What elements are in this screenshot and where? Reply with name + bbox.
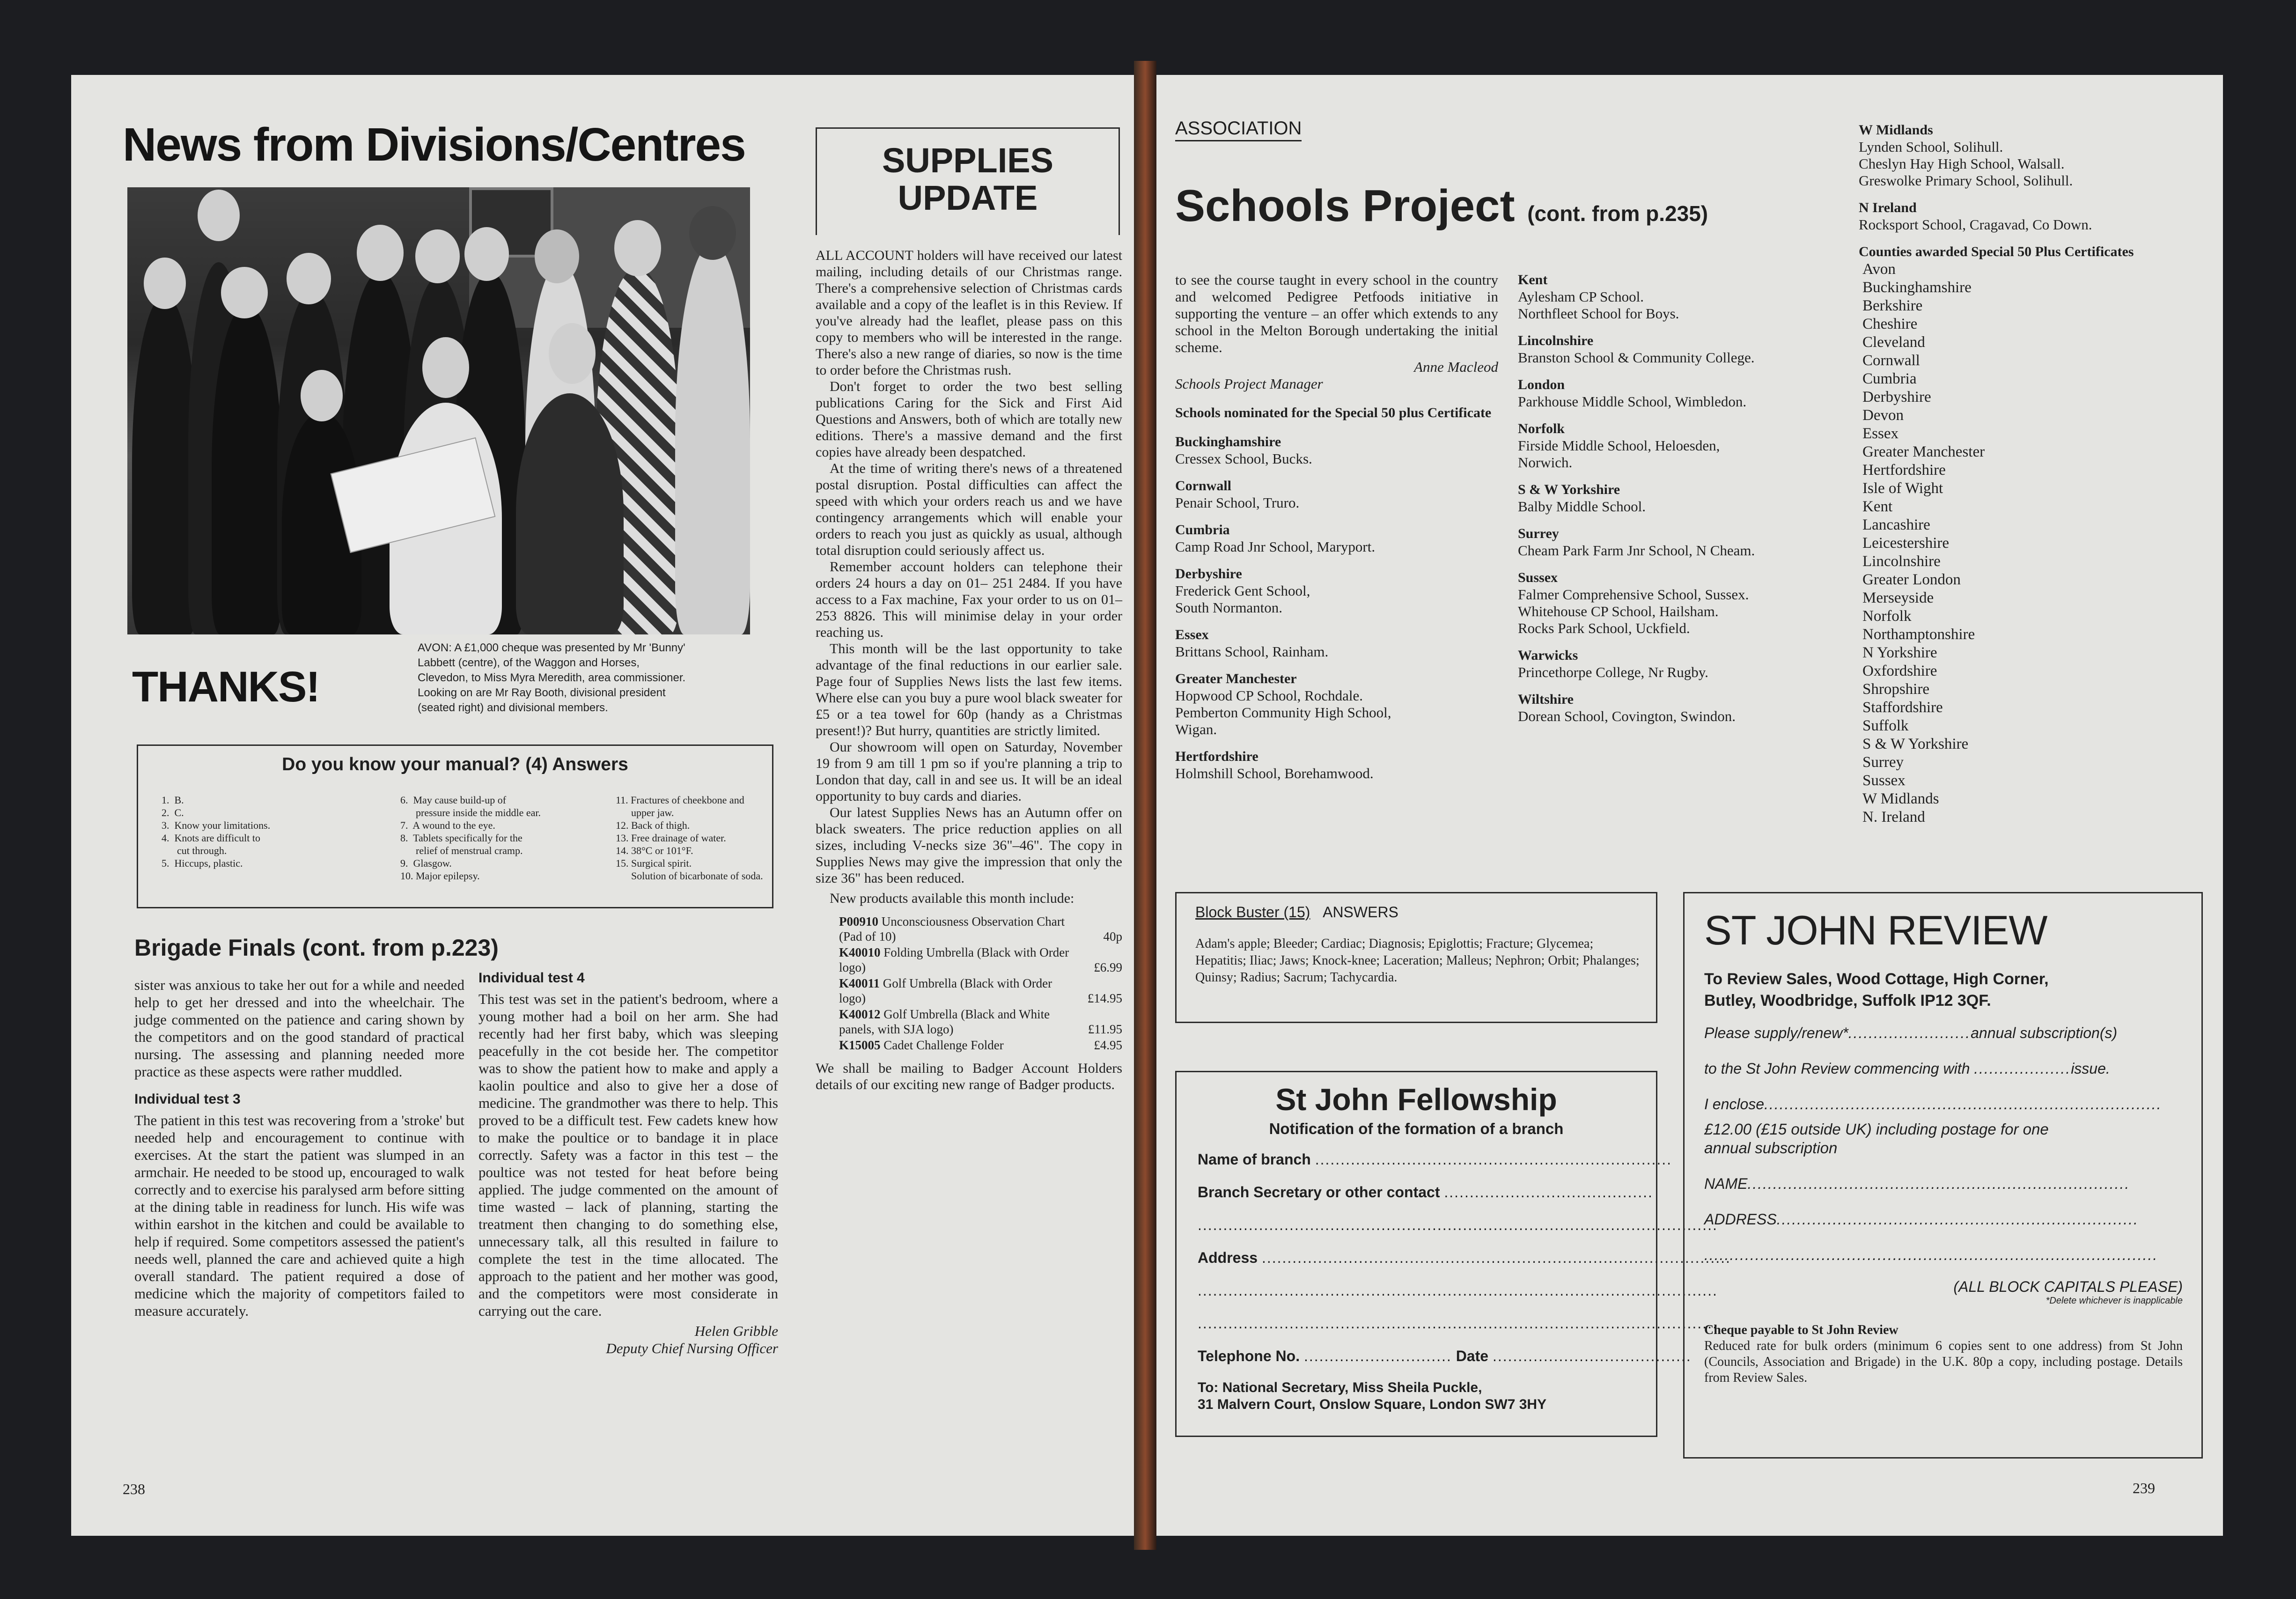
supplies-closing: We shall be mailing to Badger Account Holders details of our exciting new range of Badger products.: [816, 1061, 1122, 1092]
product-item: K40011 Golf Umbrella (Black with Order logo) £14.95: [839, 976, 1122, 1005]
county-item: Shropshire: [1862, 681, 1929, 698]
region-entry: [1518, 647, 1855, 681]
school-name: Greswolke Primary School, Solihull.: [1859, 172, 2073, 189]
region-entry: [1518, 525, 1855, 559]
county-item: Isle of Wight: [1862, 480, 1943, 497]
supplies-body: [816, 247, 1122, 1093]
county-list: [1862, 260, 2196, 826]
caption-line: Labbett (centre), of the Waggon and Horses,: [418, 656, 640, 669]
branch-secretary-field[interactable]: Branch Secretary or other contact .........................................: [1198, 1184, 1653, 1201]
page-number-right: 239: [2133, 1480, 2155, 1496]
region-name: Wiltshire: [1518, 692, 1574, 707]
school-name: Wigan.: [1175, 721, 1217, 737]
region-name: Warwicks: [1518, 648, 1578, 663]
delete-note: *Delete whichever is inapplicable: [2046, 1296, 2183, 1306]
region-entry: [1175, 671, 1498, 738]
region-name: Derbyshire: [1175, 566, 1242, 582]
quiz-answers-col1: 1. B. 2. C. 3. Know your limitations. 4. Knots are difficult to cut through. 5. Hiccups, plastic.: [162, 794, 271, 869]
block-buster-answers: Adam's apple; Bleeder; Cardiac; Diagnosis; Epiglottis; Fracture; Glycemea; Hepatitis; Iliac; Jaws; Knock-knee; Laceration; Malleus; Nephron; Orbit; Phalanges; Quinsy; Radius; Sacrum; Tachycardia.: [1195, 936, 1640, 985]
caption-line: (seated right) and divisional members.: [418, 701, 608, 714]
quiz-answers-col2: 6. May cause build-up of pressure inside the middle ear. 7. A wound to the eye. 8. Tablets specifically for the relief of menstrual cramp. 9. Glasgow. 10. Major epilepsy.: [400, 794, 541, 882]
county-item: Kent: [1862, 498, 1893, 515]
county-item: Cheshire: [1862, 316, 1918, 332]
school-name: Cheslyn Hay High School, Walsall.: [1859, 155, 2065, 172]
address-blank-line[interactable]: .........................................................................................: [1704, 1246, 2158, 1263]
school-name: Camp Road Jnr School, Maryport.: [1175, 538, 1376, 555]
county-item: Surrey: [1862, 754, 1904, 771]
fellowship-to-line2: 31 Malvern Court, Onslow Square, London SW7 3HY: [1198, 1397, 1547, 1412]
county-item: Berkshire: [1862, 297, 1923, 314]
block-buster-header: [1195, 904, 1398, 921]
county-item: Northamptonshire: [1862, 626, 1975, 643]
fellowship-title: St John Fellowship: [1275, 1082, 1557, 1117]
region-name: London: [1518, 377, 1565, 392]
region-entry: [1518, 691, 1855, 725]
county-item: Derbyshire: [1862, 389, 1931, 405]
block-buster-box: [1175, 892, 1657, 1023]
commencing-field[interactable]: to the St John Review commencing with ...................issue.: [1704, 1060, 2110, 1077]
address-field[interactable]: Address ............................................................................................: [1198, 1249, 1731, 1266]
county-item: N Yorkshire: [1862, 644, 1937, 661]
supplies-para: New products available this month include:: [830, 891, 1074, 906]
school-name: Frederick Gent School,: [1175, 582, 1310, 599]
schools-signoff-name: Anne Macleod: [1414, 359, 1498, 375]
region-entry: [1175, 748, 1498, 782]
left-page: [71, 75, 1134, 1536]
photo-caption: [418, 641, 755, 715]
school-name: Whitehouse CP School, Hailsham.: [1518, 603, 1719, 619]
county-item: Cleveland: [1862, 334, 1925, 351]
region-name: Surrey: [1518, 526, 1559, 541]
region-name: Hertfordshire: [1175, 749, 1258, 764]
brigade-col2: [478, 969, 778, 1357]
secretary-blank-line[interactable]: ......................................................................................................: [1198, 1216, 1718, 1233]
region-name: S & W Yorkshire: [1518, 482, 1620, 497]
region-entry: [1518, 481, 1855, 515]
school-name: Cressex School, Bucks.: [1175, 450, 1312, 467]
county-item: N. Ireland: [1862, 809, 1925, 825]
region-name: Essex: [1175, 627, 1209, 642]
region-name: Sussex: [1518, 570, 1558, 585]
school-name: Pemberton Community High School,: [1175, 704, 1391, 721]
county-item: Avon: [1862, 261, 1896, 278]
nominated-heading: Schools nominated for the Special 50 plus Certificate: [1175, 405, 1492, 420]
title-cont: (cont. from p.235): [1527, 201, 1708, 226]
school-name: Falmer Comprehensive School, Sussex.: [1518, 586, 1749, 603]
school-name: Northfleet School for Boys.: [1518, 305, 1679, 322]
county-item: Hertfordshire: [1862, 462, 1946, 479]
fellowship-to-line1: To: National Secretary, Miss Sheila Puckle,: [1198, 1380, 1482, 1395]
col2-region-list: [1518, 272, 1855, 725]
supplies-title-box: [816, 127, 1120, 235]
county-item: Sussex: [1862, 772, 1906, 789]
caption-line: Clevedon, to Miss Myra Meredith, area commissioner.: [418, 671, 686, 684]
school-name: Rocksport School, Cragavad, Co Down.: [1859, 216, 2092, 233]
school-name: Penair School, Truro.: [1175, 494, 1300, 511]
supply-renew-field[interactable]: Please supply/renew*........................annual subscription(s): [1704, 1024, 2118, 1041]
review-form: [1683, 892, 2203, 1459]
caps-note: (ALL BLOCK CAPITALS PLEASE): [1953, 1278, 2183, 1295]
school-name: Rocks Park School, Uckfield.: [1518, 620, 1690, 636]
cheque-heading: Cheque payable to St John Review: [1704, 1323, 1899, 1337]
schools-project-title: Schools Project (cont. from p.235): [1175, 181, 1708, 231]
school-name: Norwich.: [1518, 454, 1573, 471]
region-name: Greater Manchester: [1175, 671, 1297, 686]
page-number-left: 238: [123, 1481, 145, 1497]
school-name: Dorean School, Covington, Swindon.: [1518, 708, 1736, 724]
county-item: Greater London: [1862, 571, 1961, 588]
county-item: Merseyside: [1862, 589, 1934, 606]
school-name: Brittans School, Rainham.: [1175, 643, 1329, 660]
county-item: Essex: [1862, 425, 1899, 442]
fellowship-form: [1175, 1071, 1731, 1437]
brigade-signoff-name: Helen Gribble: [694, 1323, 778, 1339]
schools-intro: to see the course taught in every school in the country and welcomed Pedigree Petfoods initiative in supporting the venture – an offer which extends to any school in the Melton Borough undertaking the initial scheme.: [1175, 272, 1498, 355]
schools-col2: [1518, 272, 1855, 735]
county-item: Suffolk: [1862, 717, 1909, 734]
address-field[interactable]: ADDRESS.......................................................................: [1704, 1211, 2139, 1228]
region-entry: [1175, 478, 1498, 511]
region-entry: [1859, 122, 2196, 189]
section-label: ASSOCIATION: [1175, 118, 1302, 141]
supplies-para: Our showroom will open on Saturday, November 19 from 9 am till 1 pm so if you're planning a trip to London that day, call in and see us. It will be an ideal opportunity to buy cards and diaries.: [816, 739, 1122, 804]
region-entry: [1518, 376, 1855, 410]
book-spine: [1134, 61, 1156, 1550]
right-page: [1156, 75, 2223, 1536]
review-title: ST JOHN REVIEW: [1704, 907, 2047, 953]
branch-name-field[interactable]: Name of branch ......................................................................: [1198, 1151, 1672, 1168]
test3-heading: Individual test 3: [134, 1091, 241, 1107]
county-item: Norfolk: [1862, 608, 1912, 625]
thanks-heading: THANKS!: [132, 663, 319, 711]
county-item: Lincolnshire: [1862, 553, 1941, 570]
school-name: Hopwood CP School, Rochdale.: [1175, 687, 1363, 704]
region-entry: [1175, 522, 1498, 555]
review-address-line2: Butley, Woodbridge, Suffolk IP12 3QF.: [1704, 992, 1991, 1010]
school-name: Cheam Park Farm Jnr School, N Cheam.: [1518, 542, 1755, 559]
school-name: Aylesham CP School.: [1518, 288, 1644, 305]
supplies-para: At the time of writing there's news of a threatened postal disruption. Postal difficulties can affect the speed with which your orders reach us and we have contingency arrangements which will enable your orders to reach you just as quickly as usual, although total disruption could seriously affect us.: [816, 461, 1122, 558]
county-item: Cornwall: [1862, 352, 1920, 369]
county-item: Buckinghamshire: [1862, 279, 1972, 296]
county-item: Lancashire: [1862, 516, 1930, 533]
supplies-para: Our latest Supplies News has an Autumn offer on black sweaters. The price reduction applies on all sizes, including V-necks size 36"–46". The copy in Supplies News may give the impression that only the size 36" has been reduced.: [816, 805, 1122, 886]
supplies-title-line1: SUPPLIES: [882, 141, 1053, 180]
region-name: Buckinghamshire: [1175, 434, 1281, 449]
product-item: P00910 Unconsciousness Observation Chart (Pad of 10) 40p: [839, 914, 1122, 943]
supplies-title-line2: UPDATE: [898, 178, 1038, 217]
county-item: Cumbria: [1862, 370, 1917, 387]
name-field[interactable]: NAME...........................................................................: [1704, 1175, 2130, 1192]
supplies-para: This month will be the last opportunity to take advantage of the final reductions in our earlier sale. Page four of Supplies News lists the last few items. Where else can you buy a pure wool black sweater for £5 or a tea towel for 60p (handy as a Christmas present!)? But hurry, quantities are strictly limited.: [816, 641, 1122, 738]
products-list: [839, 914, 1122, 1053]
region-entry: [1175, 434, 1498, 467]
brigade-col1: [134, 976, 464, 1319]
test4-heading: Individual test 4: [478, 970, 585, 986]
school-name: Princethorpe College, Nr Rugby.: [1518, 664, 1708, 680]
manual-quiz-title: Do you know your manual? (4) Answers: [282, 754, 628, 774]
price-line1: £12.00 (£15 outside UK) including postage for one: [1704, 1120, 2049, 1138]
region-name: Norfolk: [1518, 421, 1565, 436]
supplies-para: ALL ACCOUNT holders will have received our latest mailing, including details of our Christmas range. There's a comprehensive selection of Christmas cards available and a copy of the leaflet is in this Review. If you've already had the leaflet, please pass on this copy to members who will be interested in the range. There's also a new range of diaries, so now is the time to order before the Christmas rush.: [816, 248, 1122, 378]
county-item: Oxfordshire: [1862, 663, 1937, 679]
school-name: Holmshill School, Borehamwood.: [1175, 765, 1374, 781]
quiz-answers-col3: 11. Fractures of cheekbone and upper jaw. 12. Back of thigh. 13. Free drainage of water. 14. 38°C or 101°F. 15. Surgical spirit. Solution of bicarbonate of soda.: [616, 794, 763, 882]
brigade-signoff-title: Deputy Chief Nursing Officer: [606, 1340, 778, 1356]
telephone-date-field[interactable]: Telephone No. ............................. Date .......................................: [1198, 1348, 1692, 1364]
brigade-para: sister was anxious to take her out for a while and needed help to get her dressed and into the wheelchair. The judge commented on the patience and caring shown by the competitors and on the good standard of practical nursing. The assessing and planning needed more practice as these aspects were rather muddled.: [134, 977, 464, 1080]
region-entry: [1518, 420, 1855, 471]
review-address-line1: To Review Sales, Wood Cottage, High Corner,: [1704, 970, 2049, 988]
block-buster-answers-label: ANSWERS: [1323, 904, 1398, 921]
product-item: K40010 Folding Umbrella (Black with Order logo) £6.99: [839, 945, 1122, 974]
school-name: Lynden School, Solihull.: [1859, 139, 2003, 155]
cheque-text: Reduced rate for bulk orders (minimum 6 copies sent to one address) from St John (Councils, Association and Brigade) in the U.K. 80p a copy, including postage. Details from Review Sales.: [1704, 1339, 2183, 1385]
county-item: S & W Yorkshire: [1862, 736, 1969, 752]
masthead: News from Divisions/Centres: [123, 118, 745, 171]
region-entry: [1518, 569, 1855, 637]
address-blank-line-1[interactable]: ......................................................................................................: [1198, 1282, 1718, 1299]
county-item: Leicestershire: [1862, 535, 1950, 552]
address-blank-line-2[interactable]: ......................................................................................................: [1198, 1315, 1718, 1332]
enclose-field[interactable]: I enclose..............................................................................: [1704, 1096, 2162, 1113]
product-item: K40012 Golf Umbrella (Black and White panels, with SJA logo) £11.95: [839, 1007, 1122, 1036]
caption-line: Looking on are Mr Ray Booth, divisional president: [418, 686, 666, 699]
region-name: Cornwall: [1175, 478, 1231, 494]
county-item: Staffordshire: [1862, 699, 1943, 716]
supplies-para: Remember account holders can telephone their orders 24 hours a day on 01– 251 2484. If you have access to a Fax machine, Fax your order to us on 01–253 8826. This will minimise delay in your order reaching us.: [816, 559, 1122, 640]
region-entry: [1175, 626, 1498, 660]
county-item: Greater Manchester: [1862, 443, 1985, 460]
school-name: Branston School & Community College.: [1518, 349, 1755, 366]
test4-body: This test was set in the patient's bedroom, where a young mother had a boil on her arm. She had recently had her first baby, which was sleeping peacefully in the cot beside her. The competitor was to show the patient how to make and apply a kaolin poultice and also to give her a dose of medicine. The grandmother was there to help. This proved to be a difficult test. Few cadets knew how to make the poultice or to bandage it in place correctly. Safety was a factor in this test – the poultice was not tested for heat before being applied. The judge commented on the amount of time wasted – lack of planning, starting the treatment then changing to do something else, unnecessary talk, all this resulted in failure to complete the test in the time allocated. The approach to the patient and her mother was good, and the competitors were most considerate in carrying out the care.: [478, 991, 778, 1319]
brigade-finals-title: Brigade Finals (cont. from p.223): [134, 935, 499, 961]
col1-region-list: [1175, 434, 1498, 782]
fellowship-subtitle: Notification of the formation of a branch: [1269, 1120, 1564, 1137]
region-entry: [1518, 332, 1855, 366]
counties-heading: Counties awarded Special 50 Plus Certificates: [1859, 244, 2134, 259]
county-item: W Midlands: [1862, 790, 1939, 807]
col3-region-list: [1859, 122, 2196, 233]
supplies-para: Don't forget to order the two best selling publications Caring for the Sick and First Aid Questions and Answers, both of which are totally new editions. There's a massive demand and the first copies have already been despatched.: [816, 379, 1122, 460]
price-line2: annual subscription: [1704, 1139, 1838, 1157]
region-name: Cumbria: [1175, 522, 1230, 538]
block-buster-title: Block Buster (15): [1195, 904, 1310, 921]
test3-body: The patient in this test was recovering from a 'stroke' but needed help and encouragement to continue with exercises. At the start the patient was slumped in an armchair. He needed to be stood up, encouraged to walk correctly and to exercise his paralysed arm before sitting at the dining table in readiness for lunch. His wife was within earshot in the kitchen and could be available to help if required. Some competitors assessed the patient's needs well, planned the care and achieved quite a high overall standard. The patient required a dose of medicine which the majority of competitors failed to measure accurately.: [134, 1112, 464, 1319]
schools-col1: [1175, 272, 1498, 792]
region-name: Lincolnshire: [1518, 333, 1594, 348]
product-item: K15005 Cadet Challenge Folder £4.95: [839, 1038, 1122, 1052]
region-name: Kent: [1518, 272, 1548, 287]
schools-col3: [1859, 122, 2196, 826]
schools-signoff-title: Schools Project Manager: [1175, 376, 1323, 392]
caption-line: AVON: A £1,000 cheque was presented by Mr 'Bunny': [418, 641, 685, 654]
region-name: N Ireland: [1859, 200, 1917, 215]
school-name: Firside Middle School, Heloesden,: [1518, 437, 1720, 454]
region-name: W Midlands: [1859, 122, 1933, 138]
school-name: Parkhouse Middle School, Wimbledon.: [1518, 393, 1747, 410]
school-name: South Normanton.: [1175, 599, 1283, 616]
group-photo: [127, 187, 750, 634]
manual-quiz-box: [137, 744, 773, 908]
school-name: Balby Middle School.: [1518, 498, 1646, 515]
region-entry: [1175, 566, 1498, 616]
region-entry: [1518, 272, 1855, 322]
region-entry: [1859, 199, 2196, 233]
county-item: Devon: [1862, 407, 1904, 424]
